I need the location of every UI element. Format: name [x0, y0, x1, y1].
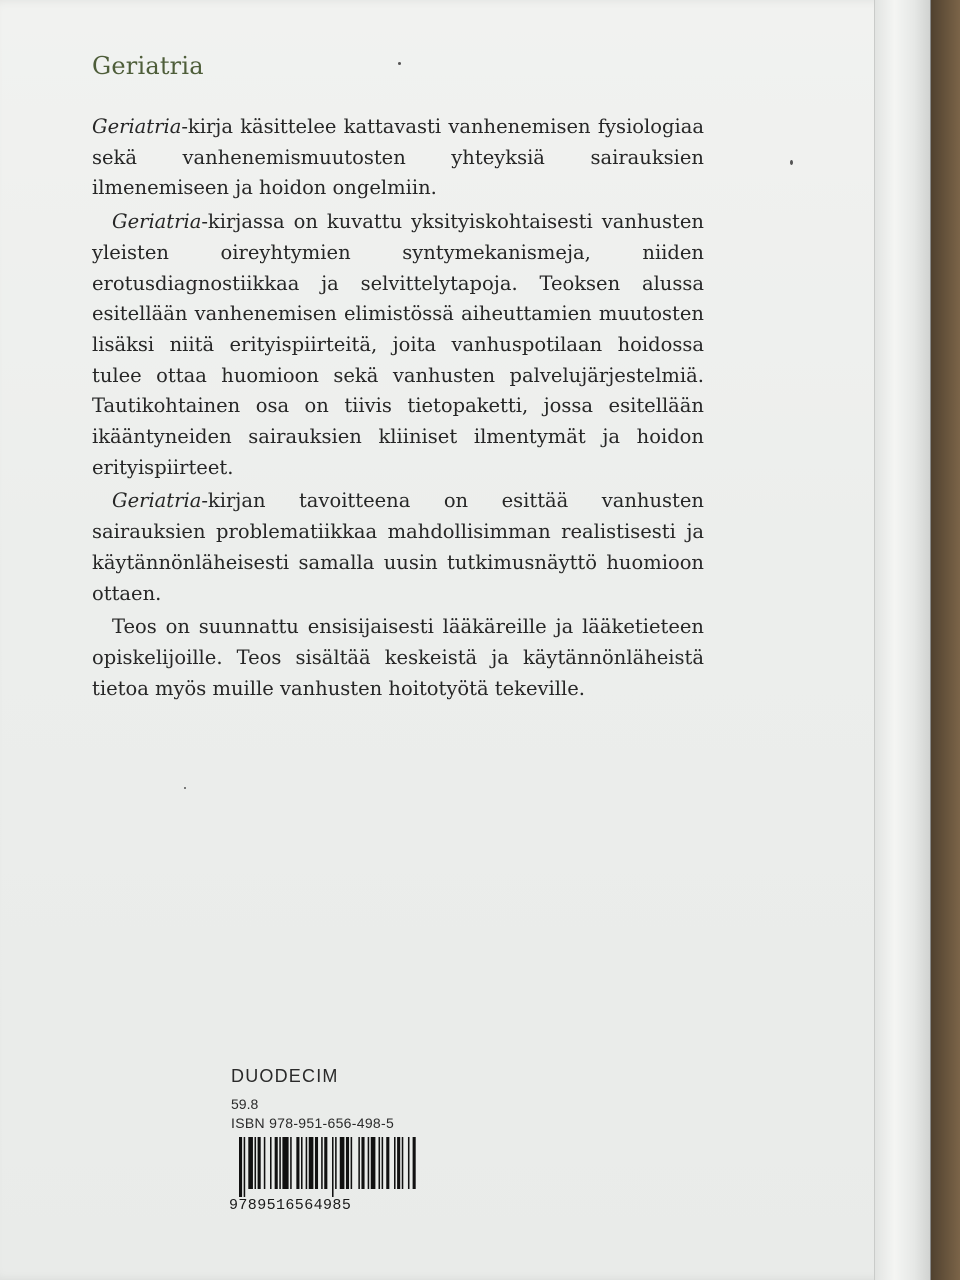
barcode-bar — [279, 1137, 281, 1189]
barcode-bar — [324, 1137, 327, 1189]
barcode-bar — [301, 1137, 303, 1189]
barcode-bar — [321, 1137, 323, 1189]
barcode-bar — [386, 1137, 389, 1189]
barcode-bar — [239, 1137, 242, 1197]
barcode-bars — [229, 1137, 421, 1197]
isbn-label: ISBN 978-951-656-498-5 — [231, 1115, 395, 1131]
dust-speck — [184, 787, 186, 789]
barcode-bar — [270, 1137, 272, 1189]
barcode-bar — [397, 1137, 400, 1189]
blurb-paragraph: Geriatria-kirjan tavoitteena on esittää vanhusten sairauksien problematiikkaa mahdollisimman realistisesti ja käytännönläheisesti samalla uusin tutkimusnäyttö huomioon ottaen. — [92, 489, 704, 605]
barcode-digits: 9789516564985 — [229, 1197, 352, 1214]
italic-title: Geriatria — [92, 115, 182, 138]
blurb-paragraph: Teos on suunnattu ensisijaisesti lääkäreille ja lääketieteen opiskelijoille. Teos sisältää keskeistä ja käytännönläheistä tietoa myös muille vanhusten hoitotyötä tekeville. — [92, 615, 704, 700]
barcode-bar — [258, 1137, 261, 1189]
barcode-bar — [402, 1137, 404, 1189]
book-spine — [874, 0, 931, 1280]
barcode-bar — [408, 1137, 410, 1189]
barcode-bar — [346, 1137, 349, 1189]
book-title: Geriatria — [92, 52, 204, 80]
barcode-bar — [368, 1137, 370, 1189]
barcode-bar — [358, 1137, 360, 1189]
barcode-bar — [296, 1137, 299, 1189]
barcode-bar — [282, 1137, 288, 1189]
barcode-bar — [255, 1137, 257, 1189]
barcode-bar — [309, 1137, 314, 1189]
italic-title: Geriatria — [112, 489, 202, 513]
barcode-bar — [335, 1137, 337, 1189]
barcode-bar — [371, 1137, 376, 1189]
blurb-text — [92, 112, 704, 707]
publisher-logo: DUODECIM — [231, 1066, 339, 1086]
barcode-bar — [382, 1137, 384, 1189]
barcode-bar — [244, 1137, 246, 1197]
blurb-paragraph: Geriatria-kirja käsittelee kattavasti vanhenemisen fysiologiaa sekä vanhenemismuutosten yhteyksiä sairauksien ilmenemiseen ja hoidon ongelmiin. — [92, 115, 704, 200]
barcode-bar — [394, 1137, 396, 1189]
blurb-paragraph: Geriatria-kirjassa on kuvattu yksityiskohtaisesti vanhusten yleisten oireyhtymien syntymekanismeja, niiden erotusdiagnostiikkaa ja selvittelytapoja. Teoksen alussa esitellään vanhenemisen elimistössä aiheuttamien muutosten lisäksi niitä erityispiirteitä, joita vanhuspotilaan hoidossa tulee ottaa huomioon sekä vanhusten palvelujärjestelmiä. Tautikohtainen osa on tiivis tietopaketti, jossa esitellään ikääntyneiden sairauksien kliiniset ilmentymät ja hoidon erityispiirteet. — [92, 210, 704, 479]
classification-code: 59.8 — [231, 1096, 259, 1112]
barcode-bar — [413, 1137, 416, 1189]
barcode-bar — [315, 1137, 318, 1189]
italic-title: Geriatria — [112, 210, 202, 234]
barcode-bar — [379, 1137, 381, 1189]
dust-speck — [790, 160, 793, 165]
barcode-bar — [361, 1137, 364, 1189]
barcode-bar — [332, 1137, 334, 1197]
barcode-bar — [248, 1137, 253, 1189]
dust-speck — [398, 62, 401, 65]
book-edge-shadow — [930, 0, 960, 1280]
barcode-bar — [290, 1137, 292, 1189]
barcode-bar — [351, 1137, 353, 1189]
barcode-bar — [264, 1137, 266, 1189]
barcode-bar — [275, 1137, 278, 1189]
barcode-bar — [306, 1137, 308, 1189]
barcode-bar — [340, 1137, 345, 1189]
